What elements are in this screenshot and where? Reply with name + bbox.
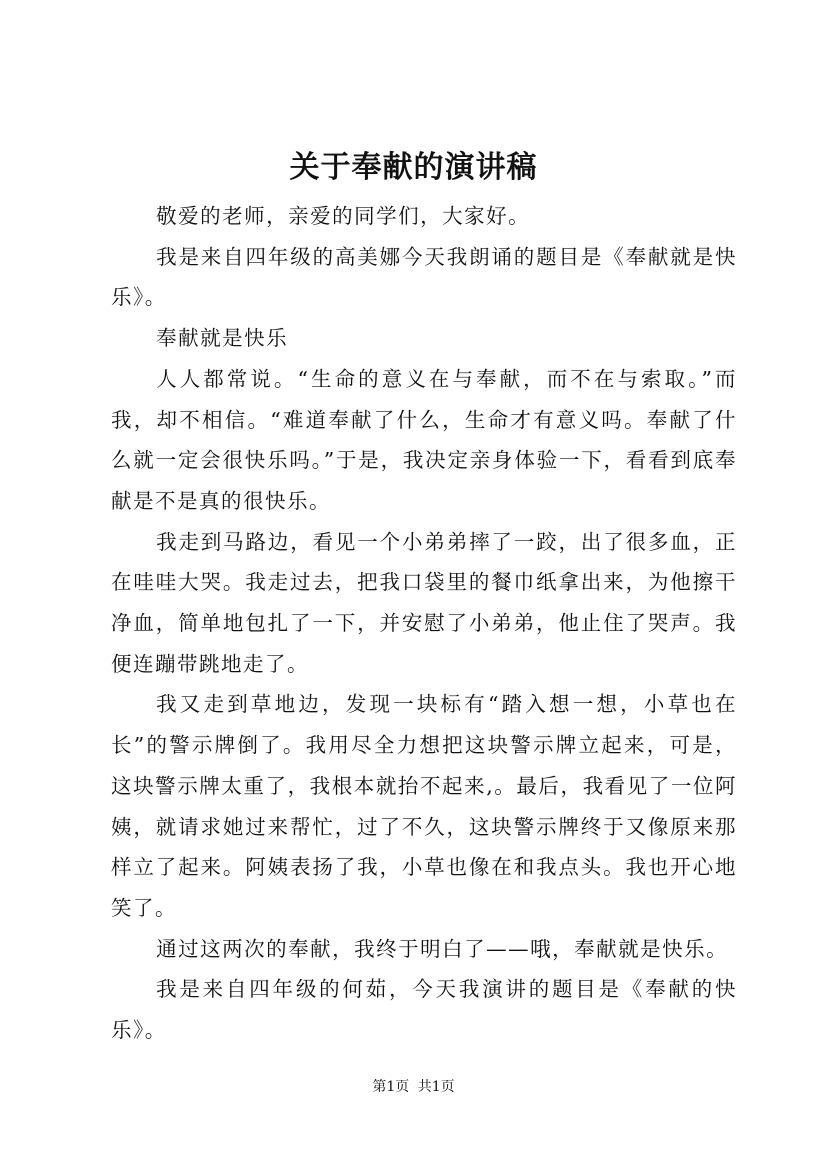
paragraph: 通过这两次的奉献，我终于明白了——哦，奉献就是快乐。 — [156, 936, 729, 961]
page-number: 第1页 — [372, 1079, 410, 1095]
document-title: 关于奉献的演讲稿 — [289, 150, 538, 185]
paragraph: 我走到马路边，看见一个小弟弟摔了一跤，出了很多血，正在哇哇大哭。我走过去，把我口袋里的餐巾纸拿出来，为他擦干净血，简单地包扎了一下，并安慰了小弟弟，他止住了哭声。我便连蹦带跳地走了。 — [111, 529, 737, 676]
paragraph: 我是来自四年级的高美娜今天我朗诵的题目是《奉献就是快乐》。 — [111, 244, 737, 310]
paragraph: 人人都常说。“生命的意义在与奉献，而不在与索取。”而我，却不相信。“难道奉献了什么，生命才有意义吗。奉献了什么就一定会很快乐吗。”于是，我决定亲身体验一下，看看到底奉献是不是真的很快乐。 — [111, 366, 737, 513]
paragraph: 敬爱的老师，亲爱的同学们，大家好。 — [156, 204, 531, 228]
page-footer — [0, 1077, 827, 1097]
paragraph: 我是来自四年级的何茹，今天我演讲的题目是《奉献的快乐》。 — [111, 977, 737, 1043]
page-total: 共1页 — [417, 1079, 455, 1095]
paragraph: 我又走到草地边，发现一块标有“踏入想一想，小草也在长”的警示牌倒了。我用尽全力想把这块警示牌立起来，可是，这块警示牌太重了，我根本就抬不起来,。最后，我看见了一位阿姨，就请求她过来帮忙，过了不久，这块警示牌终于又像原来那样立了起来。阿姨表扬了我，小草也像在和我点头。我也开心地笑了。 — [111, 692, 737, 920]
paragraph: 奉献就是快乐 — [156, 326, 289, 351]
document-body — [111, 196, 737, 1051]
